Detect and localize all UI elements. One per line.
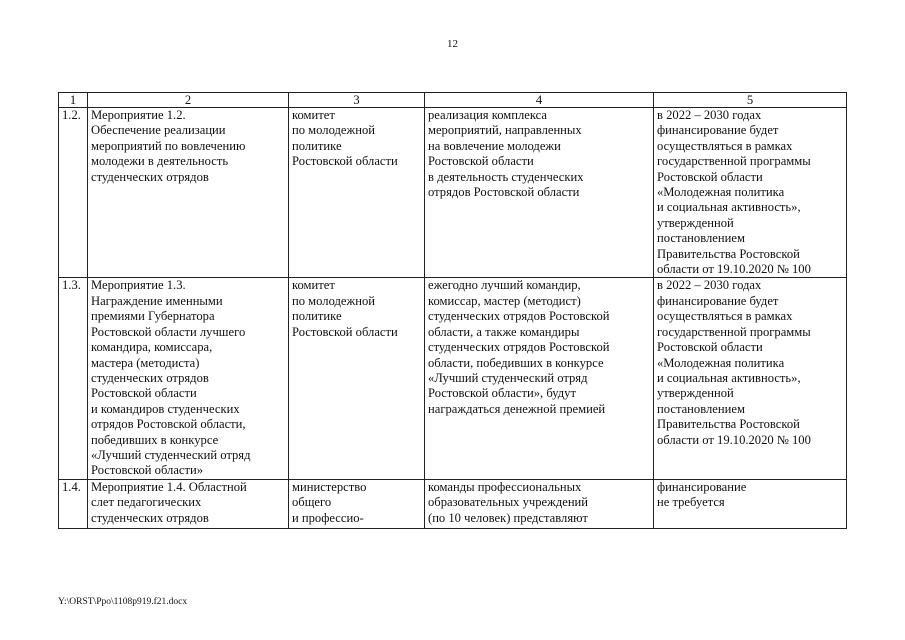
- header-cell-1: 1: [59, 93, 88, 108]
- table-row: [59, 278, 847, 479]
- event-name: Мероприятие 1.3. Награждение именными премиями Губернатора Ростовской области лучшего командира, комиссара, мастера (методиста) студенческих отрядов Ростовской области и командиров студенческих отрядов Ростовской области, победивших в конкурсе «Лучший студенческий отряд Ростовской области»: [88, 278, 289, 479]
- measures-table: [58, 92, 847, 529]
- event-name: Мероприятие 1.4. Областной слет педагогических студенческих отрядов: [88, 479, 289, 528]
- financing: финансирование не требуется: [654, 479, 847, 528]
- event-name: Мероприятие 1.2. Обеспечение реализации мероприятий по вовлечению молодежи в деятельность студенческих отрядов: [88, 108, 289, 278]
- expected-result: ежегодно лучший командир, комиссар, мастер (методист) студенческих отрядов Ростовской области, а также командиры студенческих отрядов Ростовской области, победивших в конкурсе «Лучший студенческий отряд Ростовской области», будут награждаться денежной премией: [425, 278, 654, 479]
- header-cell-4: 4: [425, 93, 654, 108]
- table-header-row: [59, 93, 847, 108]
- table-row: [59, 479, 847, 528]
- header-cell-2: 2: [88, 93, 289, 108]
- header-cell-5: 5: [654, 93, 847, 108]
- financing: в 2022 – 2030 годах финансирование будет осуществляться в рамках государственной программы Ростовской области «Молодежная политика и социальная активность», утвержденной постановлением Правительства Ростовской области от 19.10.2020 № 100: [654, 278, 847, 479]
- expected-result: команды профессиональных образовательных учреждений (по 10 человек) представляют: [425, 479, 654, 528]
- table-row: [59, 108, 847, 278]
- executor: комитет по молодежной политике Ростовской области: [289, 278, 425, 479]
- page-number: 12: [447, 38, 458, 50]
- row-number: 1.2.: [59, 108, 88, 278]
- row-number: 1.3.: [59, 278, 88, 479]
- expected-result: реализация комплекса мероприятий, направленных на вовлечение молодежи Ростовской области в деятельность студенческих отрядов Ростовской области: [425, 108, 654, 278]
- file-path-footer: Y:\ORST\Ppo\1108p919.f21.docx: [58, 597, 188, 607]
- financing: в 2022 – 2030 годах финансирование будет осуществляться в рамках государственной программы Ростовской области «Молодежная политика и социальная активность», утвержденной постановлением Правительства Ростовской области от 19.10.2020 № 100: [654, 108, 847, 278]
- header-cell-3: 3: [289, 93, 425, 108]
- row-number: 1.4.: [59, 479, 88, 528]
- executor: комитет по молодежной политике Ростовской области: [289, 108, 425, 278]
- executor: министерство общего и профессио-: [289, 479, 425, 528]
